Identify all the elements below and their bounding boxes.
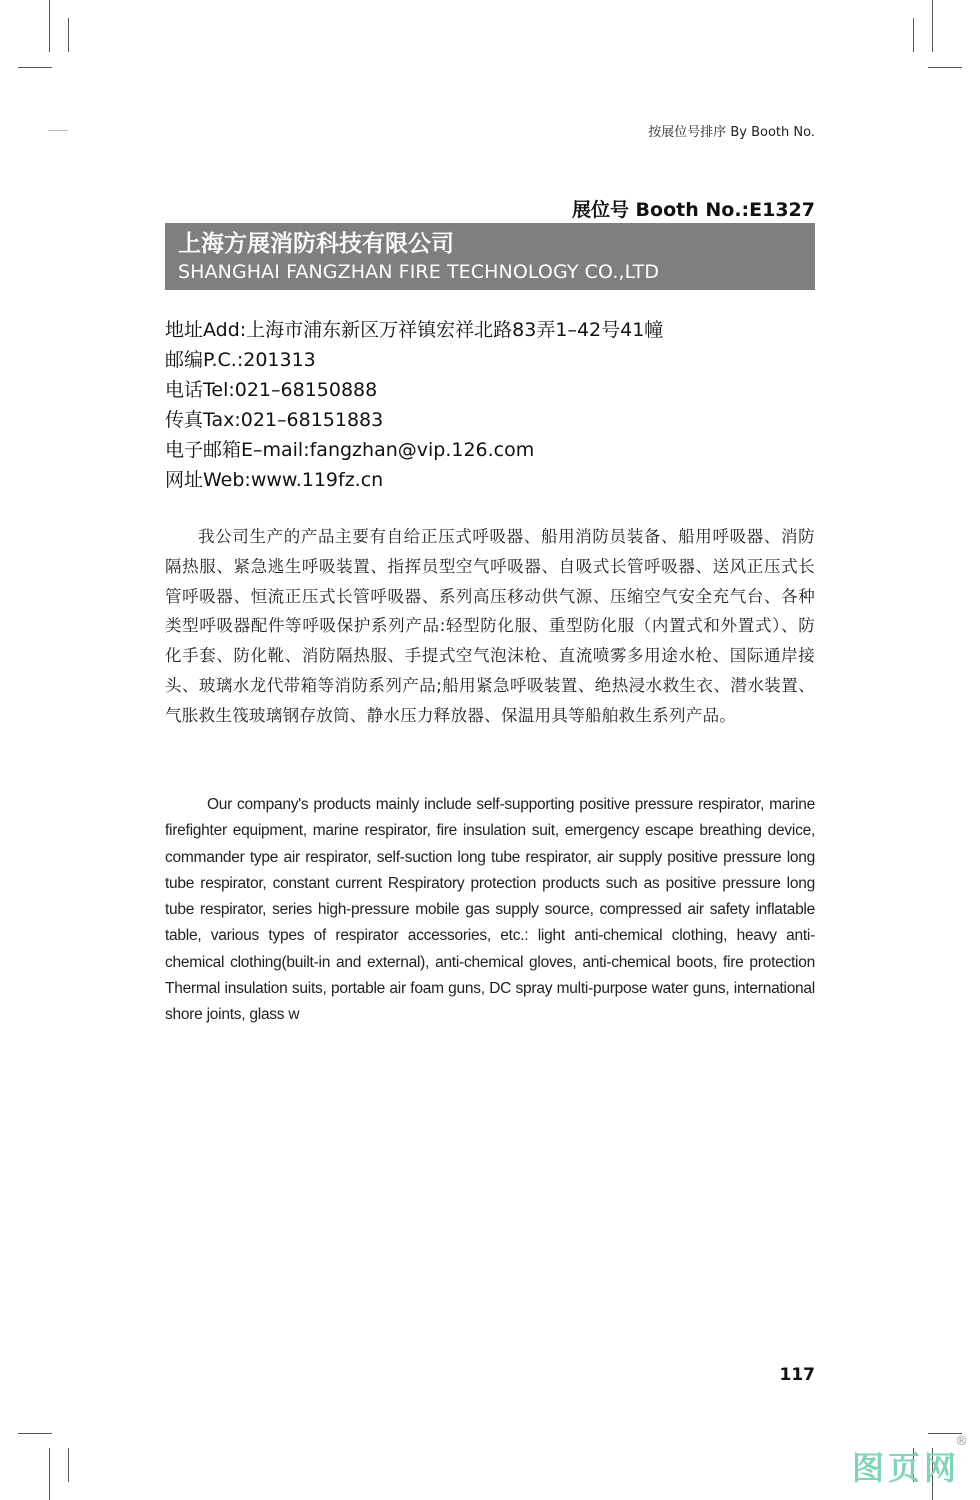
crop-mark xyxy=(18,1433,52,1434)
crop-mark xyxy=(68,1448,69,1482)
booth-number: 展位号 Booth No.:E1327 xyxy=(571,199,815,221)
company-name-cn: 上海方展消防科技有限公司 xyxy=(178,231,454,257)
watermark-logo xyxy=(852,1434,968,1488)
company-name-en: SHANGHAI FANGZHAN FIRE TECHNOLOGY CO.,LTD xyxy=(178,261,660,283)
crop-mark xyxy=(68,18,69,52)
crop-mark xyxy=(913,18,914,52)
email: 电子邮箱E–mail:fangzhan@vip.126.com xyxy=(165,439,535,461)
crop-mark xyxy=(49,1448,50,1500)
crop-mark xyxy=(928,67,962,68)
crop-mark xyxy=(49,0,50,52)
description-en: Our company's products mainly include self-supporting positive pressure respirator, marine firefighter equipment, marine respirator, fire insulation suit, emergency escape breathing device, commander type air respirator, self-suction long tube respirator, air supply positive pressure long tube respirator, constant current Respiratory protection products such as positive pressure long tube respirator, series high-pressure mobile gas supply source, compressed air safety inflatable table, various types of respirator accessories, etc.: light anti-chemical clothing, heavy anti-chemical clothing(built-in and external), anti-chemical gloves, anti-chemical boots, fire protection Thermal insulation suits, portable air foam guns, DC spray multi-purpose water guns, international shore joints, glass w xyxy=(165,796,815,1024)
watermark-text: 图页网 xyxy=(852,1449,961,1487)
contact-block xyxy=(165,315,815,495)
postcode: 邮编P.C.:201313 xyxy=(165,349,316,371)
page-number: 117 xyxy=(779,1365,815,1385)
fax: 传真Tax:021–68151883 xyxy=(165,409,384,431)
telephone: 电话Tel:021–68150888 xyxy=(165,379,378,401)
company-name-banner xyxy=(165,223,815,290)
registered-mark: ® xyxy=(955,1434,968,1449)
description-cn: 我公司生产的产品主要有自给正压式呼吸器、船用消防员装备、船用呼吸器、消防隔热服、紧急逃生呼吸装置、指挥员型空气呼吸器、自吸式长管呼吸器、送风正压式长管呼吸器、恒流正压式长管呼吸器、系列高压移动供气源、压缩空气安全充气台、各种类型呼吸器配件等呼吸保护系列产品:轻型防化服、重型防化服（内置式和外置式）、防化手套、防化靴、消防隔热服、手提式空气泡沫枪、直流喷雾多用途水枪、国际通岸接头、玻璃水龙代带箱等消防系列产品;船用紧急呼吸装置、绝热浸水救生衣、潜水装置、气胀救生筏玻璃钢存放筒、静水压力释放器、保温用具等船舶救生系列产品。 xyxy=(165,527,815,725)
crop-mark xyxy=(932,0,933,52)
crop-mark xyxy=(48,130,68,131)
sort-note: 按展位号排序 By Booth No. xyxy=(648,125,815,140)
address: 地址Add:上海市浦东新区万祥镇宏祥北路83弄1–42号41幢 xyxy=(165,319,664,341)
website: 网址Web:www.119fz.cn xyxy=(165,469,384,491)
crop-mark xyxy=(18,67,52,68)
